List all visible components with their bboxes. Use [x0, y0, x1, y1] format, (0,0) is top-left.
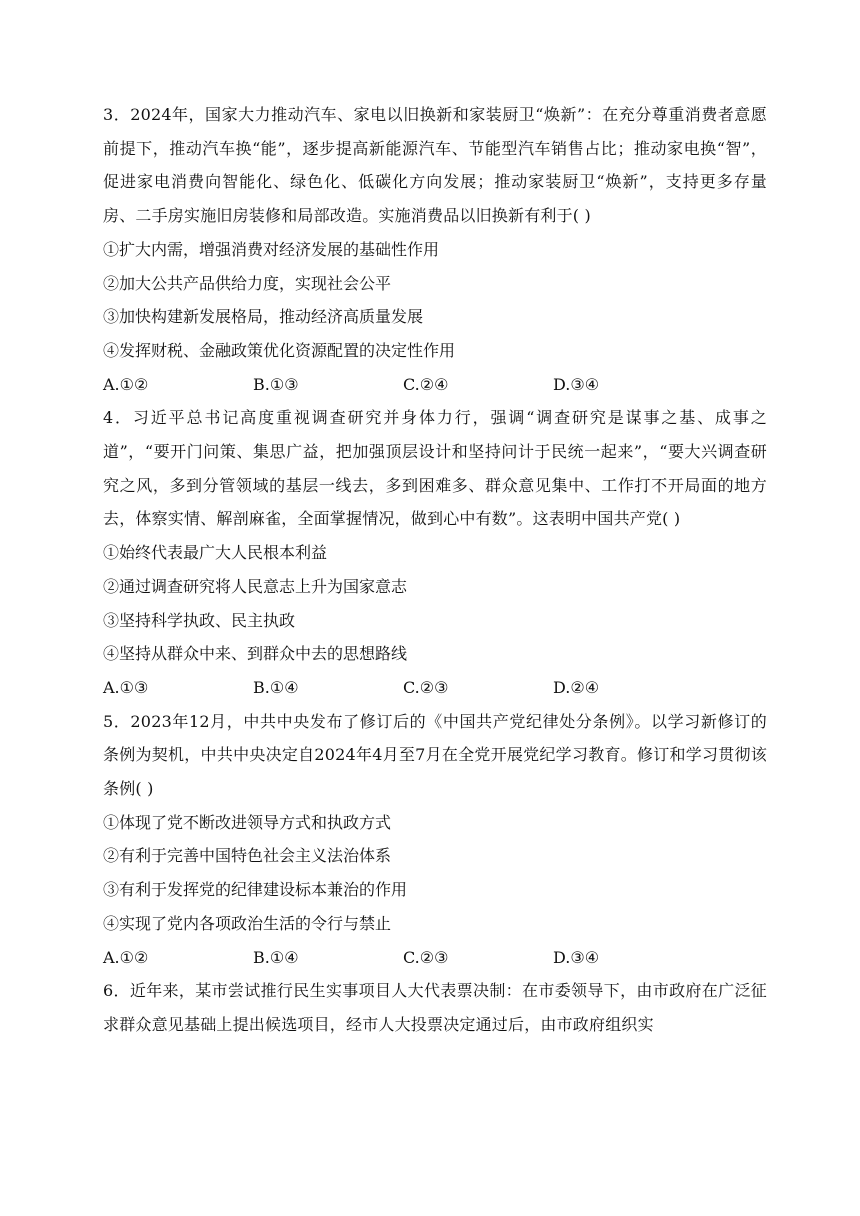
- answer-choices: [103, 671, 767, 705]
- answer-choice-c: C.②④: [403, 374, 449, 394]
- statement-option: ①体现了党不断改进领导方式和执政方式: [103, 812, 392, 832]
- answer-choices: [103, 368, 767, 402]
- statement-option: ②通过调查研究将人民意志上升为国家意志: [103, 576, 408, 596]
- answer-choice-b: B.①③: [253, 374, 299, 394]
- question-4: [103, 401, 767, 704]
- statement-option: ④坚持从群众中来、到群众中去的思想路线: [103, 644, 408, 664]
- statement-option: ④发挥财税、金融政策优化资源配置的决定性作用: [103, 340, 456, 360]
- question-6: [103, 974, 767, 1041]
- question-stem: 5．2023年12月，中共中央发布了修订后的《中国共产党纪律处分条例》。以学习新修订的条例为契机，中共中央决定自2024年4月至7月在全党开展党纪学习教育。修订和学习贯彻该条例( ): [103, 711, 767, 799]
- answer-choice-a: A.①②: [103, 947, 149, 967]
- question-stem: 3．2024年，国家大力推动汽车、家电以旧换新和家装厨卫“焕新”：在充分尊重消费者意愿前提下，推动汽车换“能”，逐步提高新能源汽车、节能型汽车销售占比；推动家电换“智”，促进家电消费向智能化、绿色化、低碳化方向发展；推动家装厨卫“焕新”，支持更多存量房、二手房实施旧房装修和局部改造。实施消费品以旧换新有利于( ): [103, 105, 767, 226]
- statement-option: ②有利于完善中国特色社会主义法治体系: [103, 846, 392, 866]
- question-5: [103, 705, 767, 975]
- statement-option: ③坚持科学执政、民主执政: [103, 610, 296, 630]
- answer-choice-a: A.①③: [103, 677, 149, 697]
- answer-choice-d: D.②④: [553, 677, 600, 697]
- answer-choice-c: C.②③: [403, 677, 449, 697]
- answer-choice-b: B.①④: [253, 947, 299, 967]
- question-3: [103, 98, 767, 401]
- question-stem: 6．近年来，某市尝试推行民生实事项目人大代表票决制：在市委领导下，由市政府在广泛征求群众意见基础上提出候选项目，经市人大投票决定通过后，由市政府组织实: [103, 981, 767, 1034]
- answer-choice-b: B.①④: [253, 677, 299, 697]
- answer-choices: [103, 941, 767, 975]
- statement-option: ①扩大内需，增强消费对经济发展的基础性作用: [103, 239, 440, 259]
- answer-choice-d: D.③④: [553, 374, 600, 394]
- answer-choice-d: D.③④: [553, 947, 600, 967]
- statement-option: ③加快构建新发展格局，推动经济高质量发展: [103, 307, 424, 327]
- question-list: [103, 98, 767, 1042]
- question-stem: 4．习近平总书记高度重视调查研究并身体力行，强调“调查研究是谋事之基、成事之道”，“要开门问策、集思广益，把加强顶层设计和坚持问计于民统一起来”，“要大兴调查研究之风，多到分管领域的基层一线去，多到困难多、群众意见集中、工作打不开局面的地方去，体察实情、解剖麻雀，全面掌握情况，做到心中有数”。这表明中国共产党( ): [103, 408, 767, 529]
- statement-option: ①始终代表最广大人民根本利益: [103, 543, 328, 563]
- statement-option: ②加大公共产品供给力度，实现社会公平: [103, 273, 392, 293]
- statement-option: ③有利于发挥党的纪律建设标本兼治的作用: [103, 880, 408, 900]
- answer-choice-c: C.②③: [403, 947, 449, 967]
- answer-choice-a: A.①②: [103, 374, 149, 394]
- statement-option: ④实现了党内各项政治生活的令行与禁止: [103, 913, 392, 933]
